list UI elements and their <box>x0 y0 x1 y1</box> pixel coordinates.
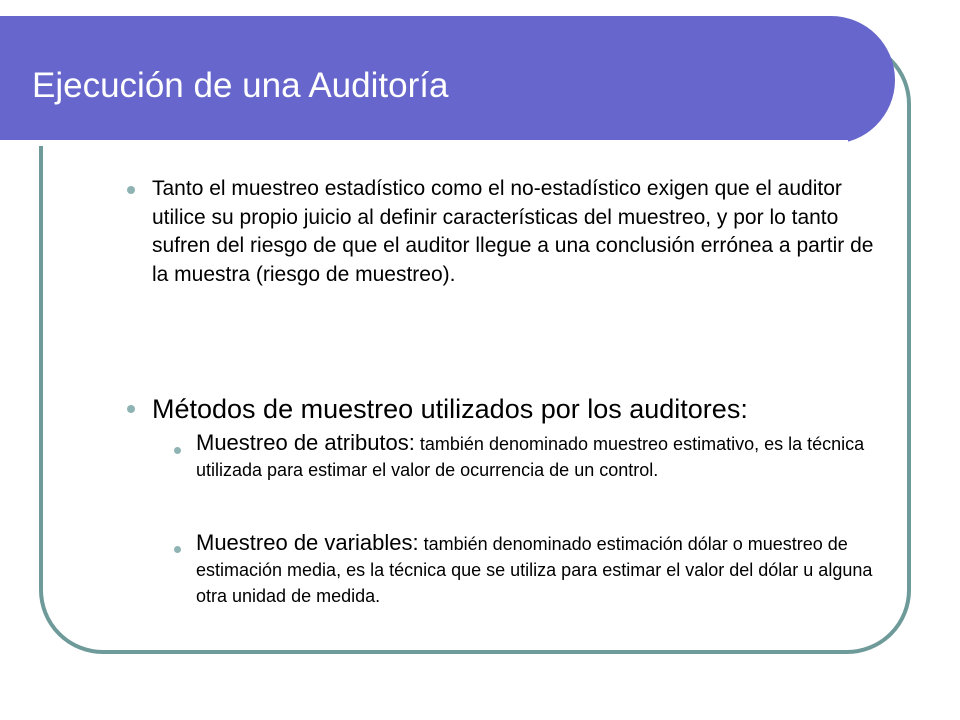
intro-paragraph: Tanto el muestreo estadístico como el no-estadístico exigen que el auditor utilice su propio juicio al definir características del muestreo, y por lo tanto sufren del riesgo de que el auditor llegue a una conclusión errónea a partir de la muestra (riesgo de muestreo). <box>152 177 874 286</box>
method-attributes-text: también denominado muestreo estimativo, es la técnica utilizada para estimar el valor de ocurrencia de un control. <box>196 434 865 480</box>
method-variables-lead: Muestreo de variables: <box>196 530 419 555</box>
method-attributes <box>196 430 896 483</box>
method-variables <box>196 530 896 609</box>
sub-bullet-dot-icon <box>174 546 181 553</box>
method-attributes-lead: Muestreo de atributos: <box>196 430 415 455</box>
sub-bullet-dot-icon <box>174 447 181 454</box>
slide-title: Ejecución de una Auditoría <box>32 66 449 105</box>
methods-heading: Métodos de muestreo utilizados por los auditores: <box>152 394 748 424</box>
method-variables-text: también denominado estimación dólar o muestreo de estimación media, es la técnica que se utiliza para estimar el valor del dólar u alguna otra unidad de medida. <box>196 534 873 606</box>
bullet-dot-icon <box>127 186 135 194</box>
bullet-dot-icon <box>127 405 135 413</box>
